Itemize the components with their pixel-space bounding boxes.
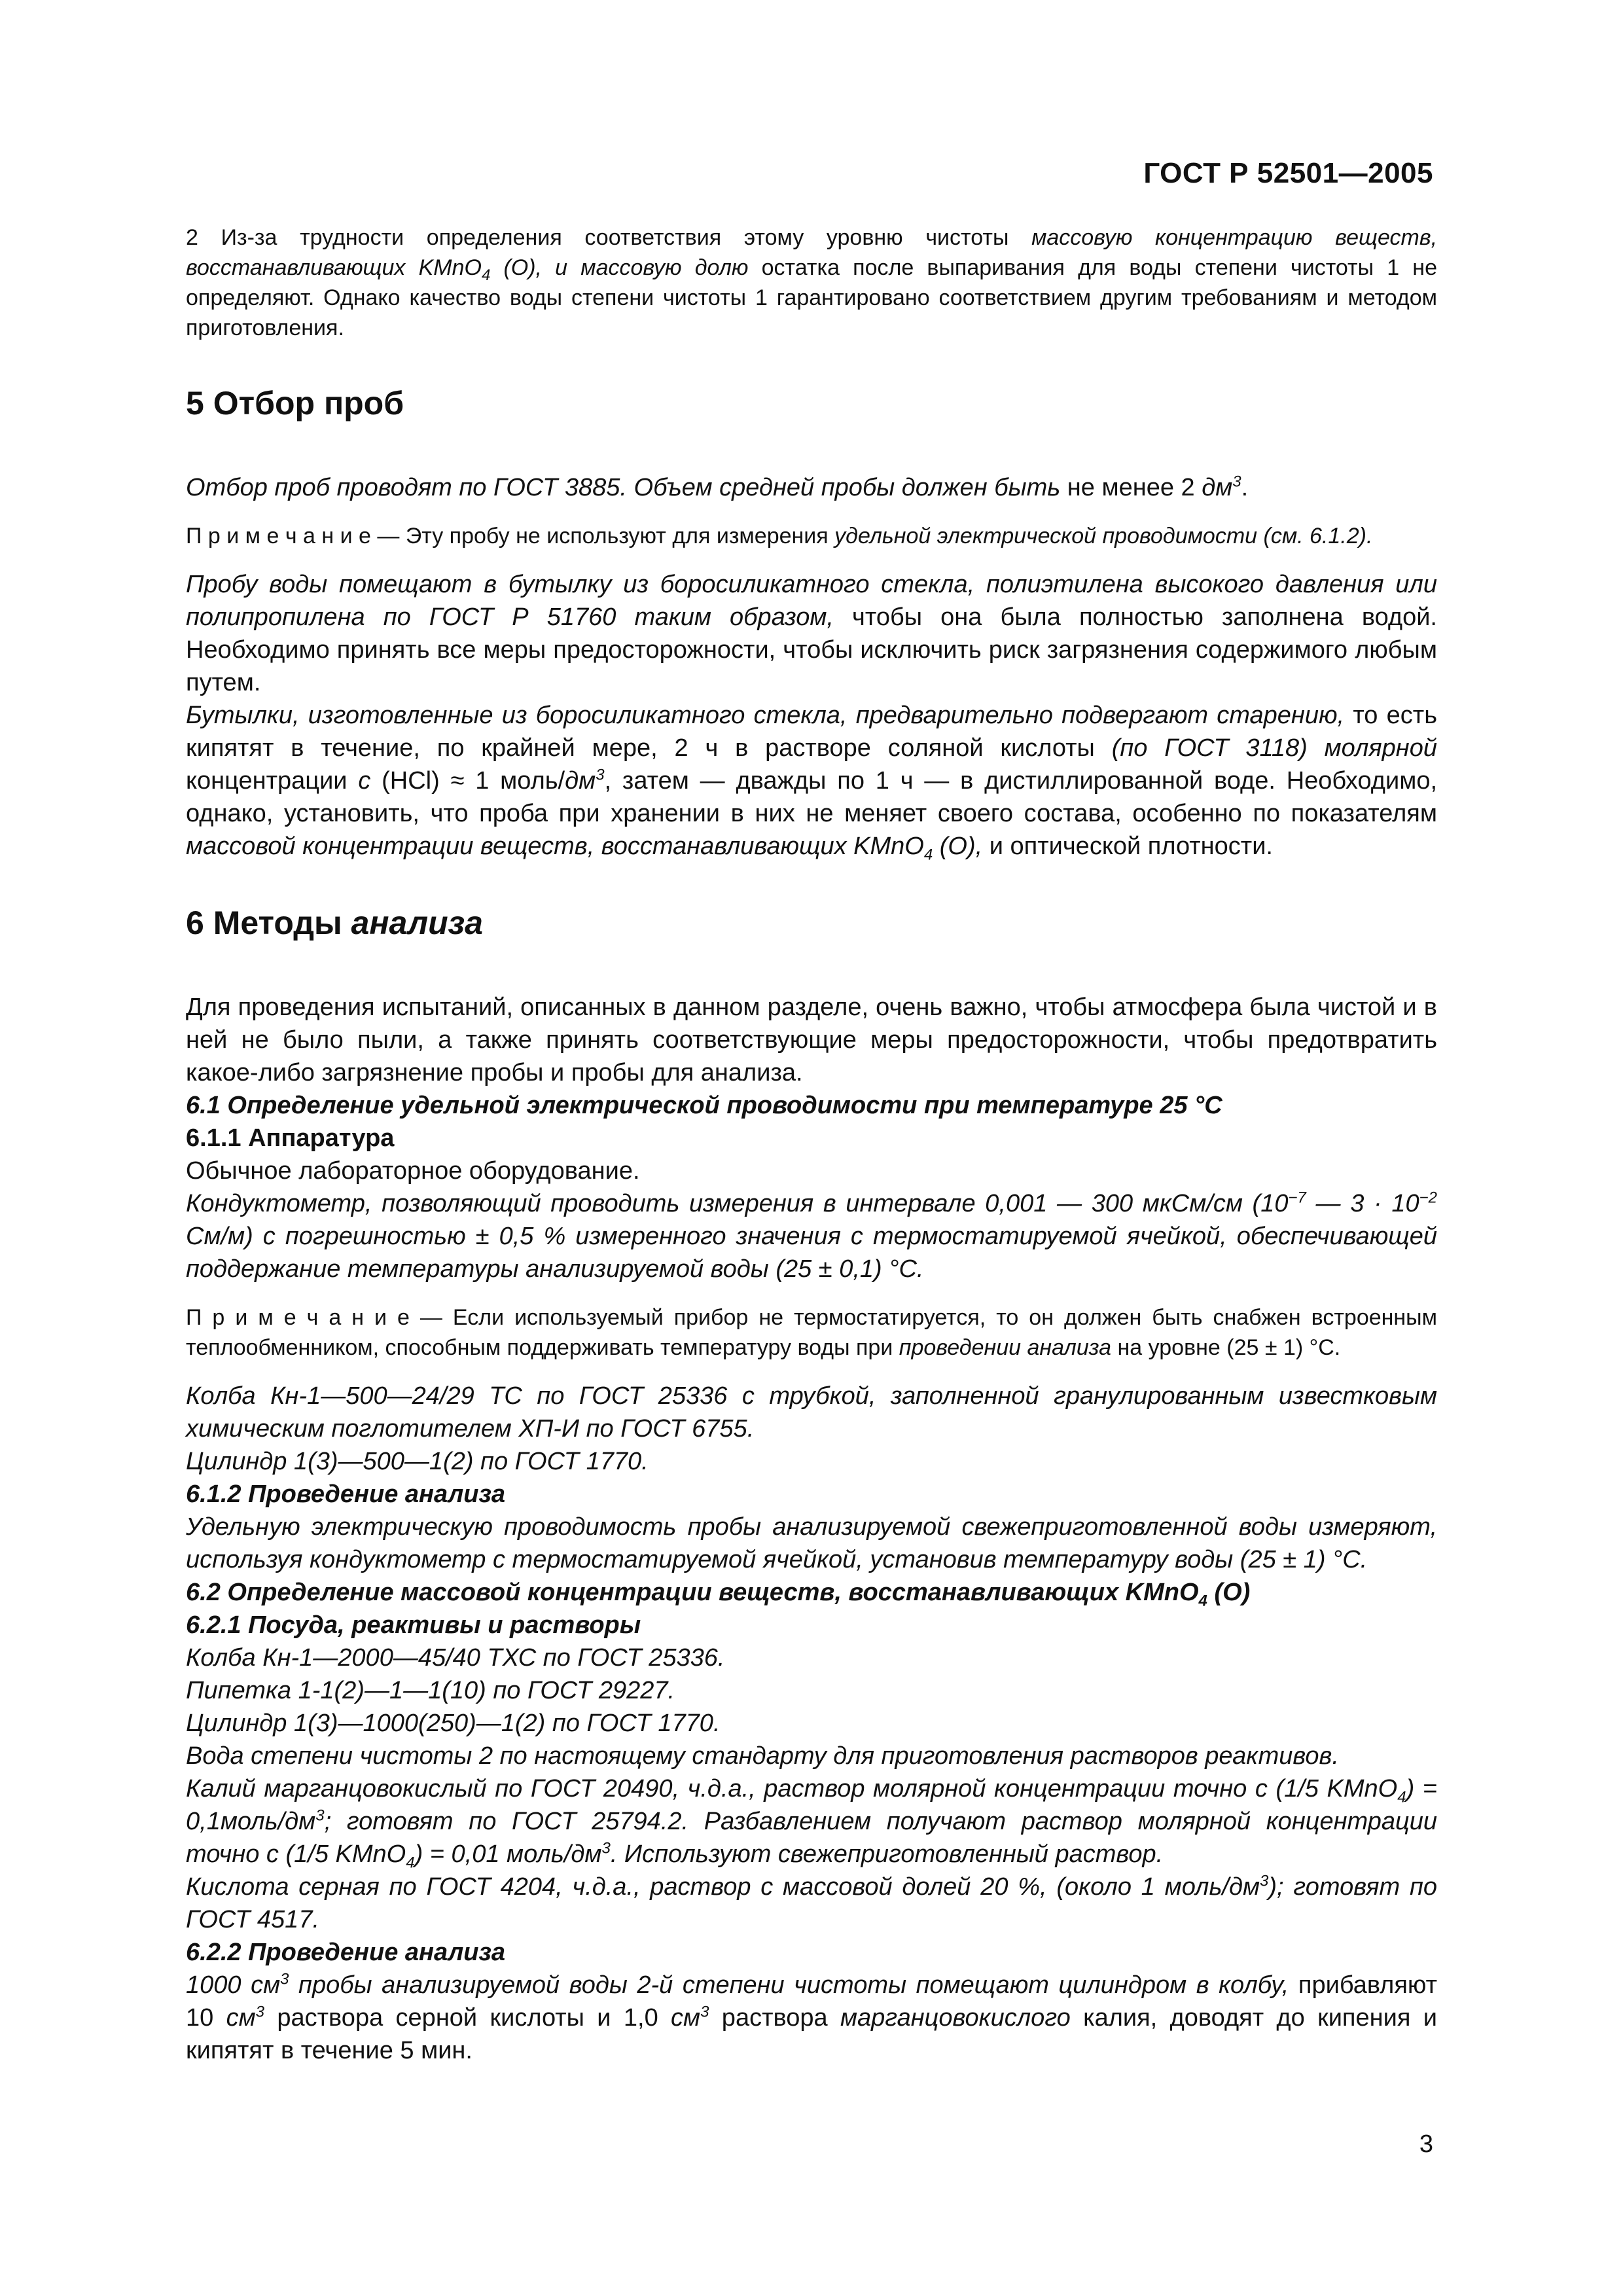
superscript: 3	[255, 2003, 265, 2021]
text: то есть кипятят в течение, по крайней мере, 2 ч в растворе соляной кислоты	[186, 702, 1438, 762]
superscript: 3	[596, 766, 605, 784]
text: ) = 0,1моль/дм	[186, 1775, 1437, 1835]
subsection-heading-6-2-2: 6.2.2 Проведение анализа	[186, 1939, 505, 1966]
text: см	[226, 2004, 256, 2032]
heading-text: анализа	[351, 905, 483, 941]
note-paragraph	[186, 1302, 1437, 1363]
note-paragraph	[186, 223, 1437, 343]
subsection-heading-6-2-1: 6.2.1 Посуда, реактивы и растворы	[186, 1611, 641, 1639]
text: калия, доводят до кипения и кипятят в течение 5 мин.	[186, 2004, 1438, 2064]
note-paragraph	[186, 521, 1437, 551]
text: 1000 см	[186, 1971, 281, 1999]
paragraph: Обычное лабораторное оборудование.	[186, 1157, 640, 1185]
paragraph: Для проведения испытаний, описанных в данном разделе, очень важно, чтобы атмосфера была чистой и в ней не было пыли, а также принять соответствующие меры предосторожности, чтобы предотвратить какое-либо загрязнение пробы и пробы для анализа.	[186, 994, 1437, 1086]
note-text: — Если используемый прибор не термостатируется, то он должен быть снабжен встроенным теплообменником, способным поддерживать температуру воды при	[186, 1305, 1437, 1360]
paragraph	[186, 1871, 1437, 1936]
text: раствора серной кислоты и 1,0	[264, 2004, 671, 2032]
note-text: массовую концентрацию веществ, восстанавливающих KMnO	[186, 225, 1438, 280]
superscript: 3	[1232, 473, 1241, 491]
subscript: 4	[406, 1854, 415, 1872]
note-text: на уровне (25 ± 1) °С.	[1111, 1335, 1341, 1360]
text: (по ГОСТ 3118) молярной	[1111, 734, 1437, 762]
paragraph: Колба Кн-1—2000—45/40 ТХС по ГОСТ 25336.	[186, 1644, 725, 1672]
section-heading-6	[186, 903, 1437, 942]
text: с	[358, 767, 371, 795]
superscript: 3	[1260, 1872, 1269, 1890]
text: .	[1241, 474, 1249, 501]
superscript: 3	[280, 1970, 289, 1988]
subsection-heading-6-2	[186, 1576, 1437, 1609]
text: пробы анализируемой воды 2-й степени чистоты помещают цилиндром в колбу,	[289, 1971, 1289, 1999]
paragraph	[186, 1969, 1437, 2067]
document-id-header: ГОСТ Р 52501—2005	[1143, 157, 1433, 189]
paragraph: Вода степени чистоты 2 по настоящему стандарту для приготовления растворов реактивов.	[186, 1742, 1339, 1770]
text: чтобы она была полностью заполнена водой. Необходимо принять все меры предосторожности, чтобы исключить риск загрязнения содержимого любым путем.	[186, 603, 1437, 696]
section-heading-5: 5 Отбор проб	[186, 385, 404, 422]
superscript: 3	[700, 2003, 709, 2021]
paragraph	[186, 1772, 1437, 1871]
text: Кислота серная по ГОСТ 4204, ч.д.а., раствор с массовой долей 20 %, (около 1 моль/дм	[186, 1873, 1260, 1901]
superscript: 3	[315, 1806, 325, 1825]
heading-text: 6 Методы	[186, 905, 351, 941]
paragraph	[186, 471, 1437, 504]
heading-text: (О)	[1207, 1579, 1251, 1606]
paragraph: Цилиндр 1(3)—1000(250)—1(2) по ГОСТ 1770.	[186, 1710, 721, 1737]
paragraph	[186, 1187, 1437, 1285]
text: Отбор проб проводят по ГОСТ 3885. Объем средней пробы должен быть	[186, 474, 1061, 501]
text: дм	[1202, 474, 1233, 501]
note-text: (О), и массовую долю	[490, 255, 749, 280]
paragraph: Колба Кн-1—500—24/29 ТС по ГОСТ 25336 с трубкой, заполненной гранулированным известковым химическим поглотителем ХП-И по ГОСТ 6755.	[186, 1382, 1437, 1443]
page-body	[186, 223, 1437, 2067]
text: (HCl) ≈ 1 моль/	[370, 767, 565, 795]
text: — 3 · 10	[1306, 1190, 1419, 1217]
note-text: остатка после выпаривания для воды степени чистоты 1 не определяют. Однако качество воды степени чистоты 1 гарантировано соответствием другим требованиям и методом приготовления.	[186, 255, 1437, 340]
text: Калий марганцовокислый по ГОСТ 20490, ч.д.а., раствор молярной концентрации точно с (1/5 KMnO	[186, 1775, 1398, 1803]
text: не менее 2	[1060, 474, 1202, 501]
text: ) = 0,01 моль/дм	[414, 1840, 602, 1868]
text: (О),	[933, 833, 983, 860]
text: Кондуктометр, позволяющий проводить измерения в интервале 0,001 — 300 мкСм/см (10	[186, 1190, 1289, 1217]
subscript: 4	[923, 846, 933, 864]
subscript: 4	[1198, 1592, 1207, 1610]
note-label: П р и м е ч а н и е	[186, 524, 371, 548]
text: ); готовят по ГОСТ 4517.	[186, 1873, 1437, 1933]
note-label: П р и м е ч а н и е	[186, 1305, 410, 1330]
text: , затем — дважды по 1 ч — в дистиллированной воде. Необходимо, однако, установить, что проба при хранении в них не меняет своего состава, особенно по показателям	[186, 767, 1438, 827]
text: марганцовокислого	[840, 2004, 1071, 2032]
page-number: 3	[1419, 2130, 1433, 2158]
text: дм	[565, 767, 596, 795]
text: и оптической плотности.	[982, 833, 1273, 860]
subsection-heading-6-1-1: 6.1.1 Аппаратура	[186, 1124, 395, 1152]
superscript: 3	[601, 1839, 611, 1857]
paragraph	[186, 568, 1437, 699]
text: см	[671, 2004, 701, 2032]
text: ; готовят по ГОСТ 25794.2. Разбавлением получают раствор молярной концентрации точно с (1/5 KMnO	[186, 1808, 1437, 1868]
text: См/м) с погрешностью ± 0,5 % измеренного значения с термостатируемой ячейкой, обеспечивающей поддержание температуры анализируемой воды (25 ± 0,1) °С.	[186, 1223, 1437, 1283]
superscript: −7	[1288, 1189, 1306, 1207]
text: Пробу воды помещают в бутылку из боросиликатного стекла, полиэтилена высокого давления или полипропилена по ГОСТ Р 51760 таким образом,	[186, 571, 1437, 631]
text: массовой концентрации веществ, восстанавливающих KMnO	[186, 833, 924, 860]
paragraph: Удельную электрическую проводимость пробы анализируемой свежеприготовленной воды измеряют, используя кондуктометр с термостатируемой ячейкой, установив температуру воды (25 ± 1) °С.	[186, 1513, 1437, 1573]
note-text: удельной электрической проводимости (см. 6.1.2).	[834, 524, 1373, 548]
heading-text: 6.2 Определение массовой концентрации веществ, восстанавливающих KMnO	[186, 1579, 1199, 1606]
paragraph: Цилиндр 1(3)—500—1(2) по ГОСТ 1770.	[186, 1448, 649, 1475]
note-text: — Эту пробу не используют для измерения	[370, 524, 835, 548]
paragraph	[186, 699, 1437, 863]
subscript: 4	[1397, 1788, 1406, 1806]
subsection-heading-6-1-2: 6.1.2 Проведение анализа	[186, 1480, 505, 1508]
paragraph: Пипетка 1-1(2)—1—1(10) по ГОСТ 29227.	[186, 1677, 675, 1704]
text: прибавляют 10	[186, 1971, 1437, 2032]
subsection-heading-6-1: 6.1 Определение удельной электрической проводимости при температуре 25 °С	[186, 1092, 1222, 1119]
note-text: 2 Из-за трудности определения соответствия этому уровню чистоты	[186, 225, 1032, 250]
text: концентрации	[186, 767, 359, 795]
note-text: проведении анализа	[899, 1335, 1112, 1360]
text: . Используют свежеприготовленный раствор.	[610, 1840, 1164, 1868]
superscript: −2	[1419, 1189, 1437, 1207]
text: Бутылки, изготовленные из боросиликатного стекла, предварительно подвергают старению,	[186, 702, 1345, 729]
subscript: 4	[481, 266, 491, 284]
text: раствора	[709, 2004, 840, 2032]
